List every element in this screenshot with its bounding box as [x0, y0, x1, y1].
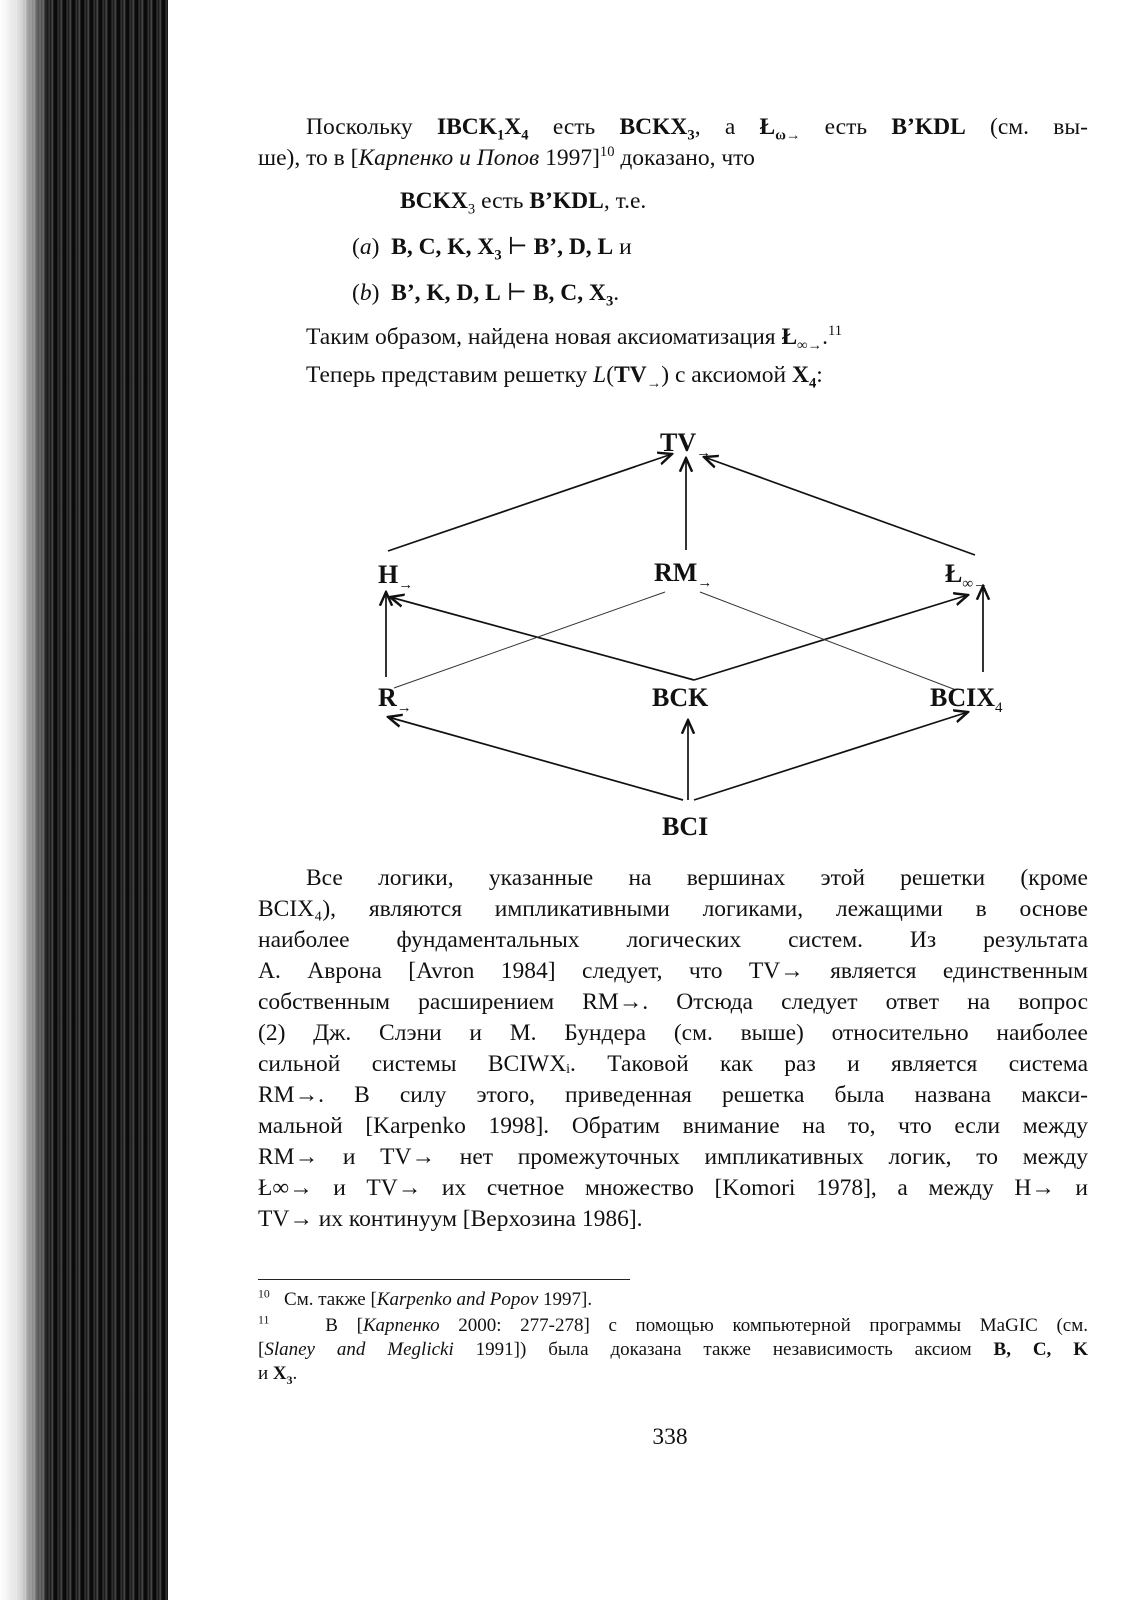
edge-bci-to-bcix4	[694, 712, 968, 800]
paragraph-1-line-1: Поскольку $IBCK_1X_4$ есть $BCKX_3$, а $Ł_{\omega\to}$ есть B’KDL (см. вы-	[306, 114, 1088, 144]
node-linf: $Ł_{\infty\to}$	[945, 559, 989, 592]
node-h: $H_\to$	[378, 560, 414, 593]
node-rm: $RM_\to$	[654, 558, 713, 591]
main-line-7: сильной системы BCIWXᵢ. Таковой как раз и является система	[258, 1051, 1088, 1077]
footnote-rule	[258, 1279, 630, 1280]
edge-bci-to-r	[388, 717, 683, 800]
edge-h-to-tv	[388, 454, 672, 551]
footnote-11	[258, 1314, 1088, 1386]
formula-line-1: $BCKX_3$ есть B’KDL, т.е.	[400, 188, 647, 218]
footnote-11-line-2: [Slaney and Meglicki 1991]) была доказана также независимость аксиом B, C, K	[258, 1339, 1088, 1360]
binding-fade	[0, 0, 50, 1600]
edge-bck-to-linf	[694, 595, 968, 680]
footnote-11-line-3: и $X_3$.	[258, 1363, 298, 1387]
edge-bck-to-h	[390, 597, 694, 680]
formula-line-b: (b) B’, K, D, L ⊢ B, C, $X_3$.	[352, 280, 620, 310]
footnote-10: $^{10}$ См. также [Karpenko and Popov 1997].	[258, 1287, 593, 1310]
node-tv: $TV_\to$	[660, 428, 712, 461]
main-line-3: наиболее фундаментальных логических систем. Из результата	[258, 927, 1088, 953]
formula-line-a: (a) B, C, K, $X_3$ ⊢ B’, D, L и	[352, 234, 632, 264]
page-number: 338	[652, 1424, 688, 1450]
node-bcix4: $BCIX_4$	[930, 683, 1003, 716]
main-line-11: Ł∞→ и TV→ их счетное множество [Komori 1978], а между H→ и	[258, 1175, 1088, 1201]
new-axiomatization-line: Таким образом, найдена новая аксиоматизация $Ł_{\infty\to}.^{11}$	[306, 323, 843, 354]
main-line-5: собственным расширением RM→. Отсюда следует ответ на вопрос	[258, 989, 1088, 1015]
edge-linf-to-tv	[704, 457, 975, 555]
main-line-1: Все логики, указанные на вершинах этой решетки (кроме	[306, 865, 1088, 891]
main-line-6: (2) Дж. Слэни и М. Бундера (см. выше) относительно наиболее	[258, 1020, 1088, 1046]
edge-r-to-rm	[394, 592, 665, 688]
main-line-2: BCIX₄), являются импликативными логиками, лежащими в основе	[258, 896, 1088, 922]
main-line-10: RM→ и TV→ нет промежуточных импликативных логик, то между	[258, 1144, 1088, 1170]
node-r: $R_\to$	[378, 683, 412, 716]
main-paragraph	[258, 863, 1088, 1235]
main-line-12: TV→ их континуум [Верхозина 1986].	[258, 1206, 643, 1232]
main-line-9: мальной [Karpenko 1998]. Обратим внимание на то, что если между	[258, 1113, 1088, 1139]
node-bck: BCK	[652, 683, 709, 712]
edge-rm-to-bcix4	[700, 592, 956, 690]
main-line-4: А. Аврона [Avron 1984] следует, что TV→ является единственным	[258, 958, 1088, 984]
main-line-8: RM→. В силу этого, приведенная решетка была названа макси-	[258, 1082, 1088, 1108]
lattice-intro-line: Теперь представим решетку $L(TV_\to)$ с аксиомой $X_4$:	[306, 362, 823, 392]
node-bci: BCI	[662, 812, 709, 841]
footnote-11-line-1: $^{11}$ В [Карпенко 2000: 277-278] с помощью компьютерной программы MaGIC (см.	[258, 1313, 1088, 1336]
paragraph-1-line-2: ше), то в [Карпенко и Попов 1997]$^{10}$ доказано, что	[258, 144, 755, 171]
